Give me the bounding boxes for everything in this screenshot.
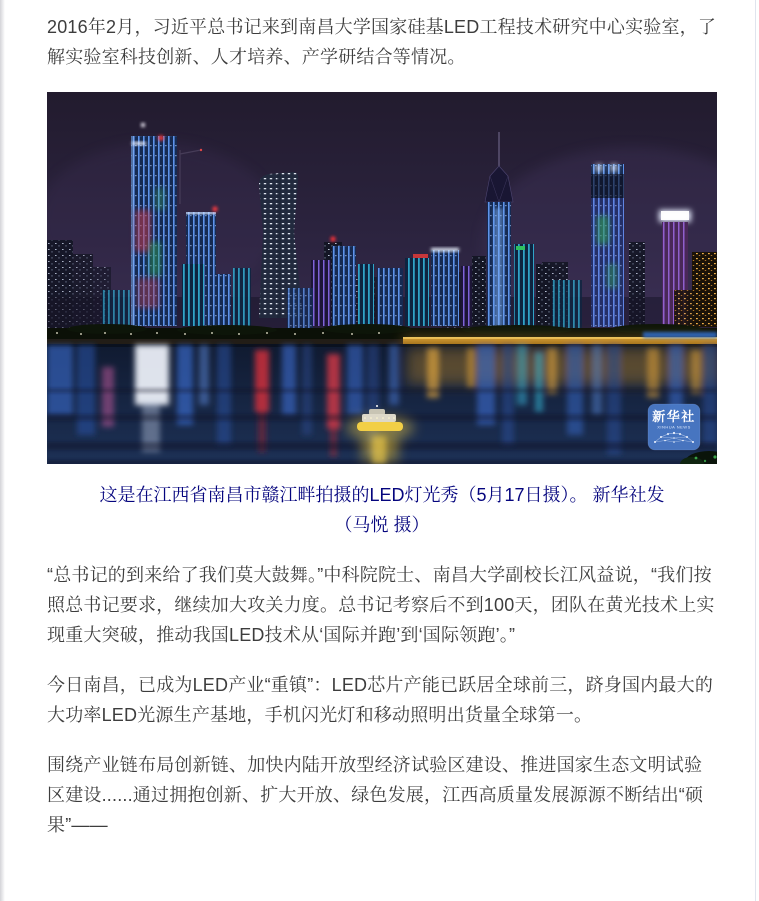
white-top-tower — [431, 248, 459, 326]
green-sign-tower — [514, 244, 534, 327]
industry-paragraph: 今日南昌，已成为LED产业“重镇”：LED芯片产能已跃居全球前三，跻身国内最大的大功率LED光源生产基地，手机闪光灯和移动照明出货量全球第一。 — [47, 675, 714, 725]
intro-paragraph: 2016年2月，习近平总书记来到南昌大学国家硅基LED工程技术研究中心实验室，了解实验室科技创新、人才培养、产学研结合等情况。 — [47, 17, 717, 67]
caption-line-2: （马悦 摄） — [334, 515, 430, 535]
watermark-title: 新华社 — [652, 409, 696, 424]
city-night-photo — [47, 92, 717, 464]
caption-line-1: 这是在江西省南昌市赣江畔拍摄的LED灯光秀（5月17日摄）。 新华社发 — [99, 485, 665, 505]
closing-paragraph: 围绕产业链布局创新链、加快内陆开放型经济试验区建设、推进国家生态文明试验区建设......通过拥抱创新、扩大开放、绿色发展，江西高质量发展源源不断结出“硕果”—— — [47, 755, 704, 835]
moon — [141, 123, 145, 127]
red-beacon-icon — [158, 135, 164, 141]
quote-paragraph: “总书记的到来给了我们莫大鼓舞。”中科院院士、南昌大学副校长江风益说，“我们按照总书记要求，继续加大攻关力度。总书记考察后不到100天，团队在黄光技术上实现重大突破，推动我国LED技术从‘国际并跑’到‘国际领跑’。” — [47, 565, 715, 645]
watermark-subtitle: XINHUA NEWS — [657, 424, 691, 430]
photo-caption — [47, 480, 717, 540]
page-right-edge — [755, 0, 756, 901]
amber-building — [692, 252, 717, 327]
page-left-edge — [0, 0, 5, 901]
led-light-show-illustration — [47, 92, 717, 464]
xinhua-watermark — [648, 404, 700, 450]
led-tower-left — [131, 135, 177, 326]
twin-light-tower — [591, 164, 624, 327]
